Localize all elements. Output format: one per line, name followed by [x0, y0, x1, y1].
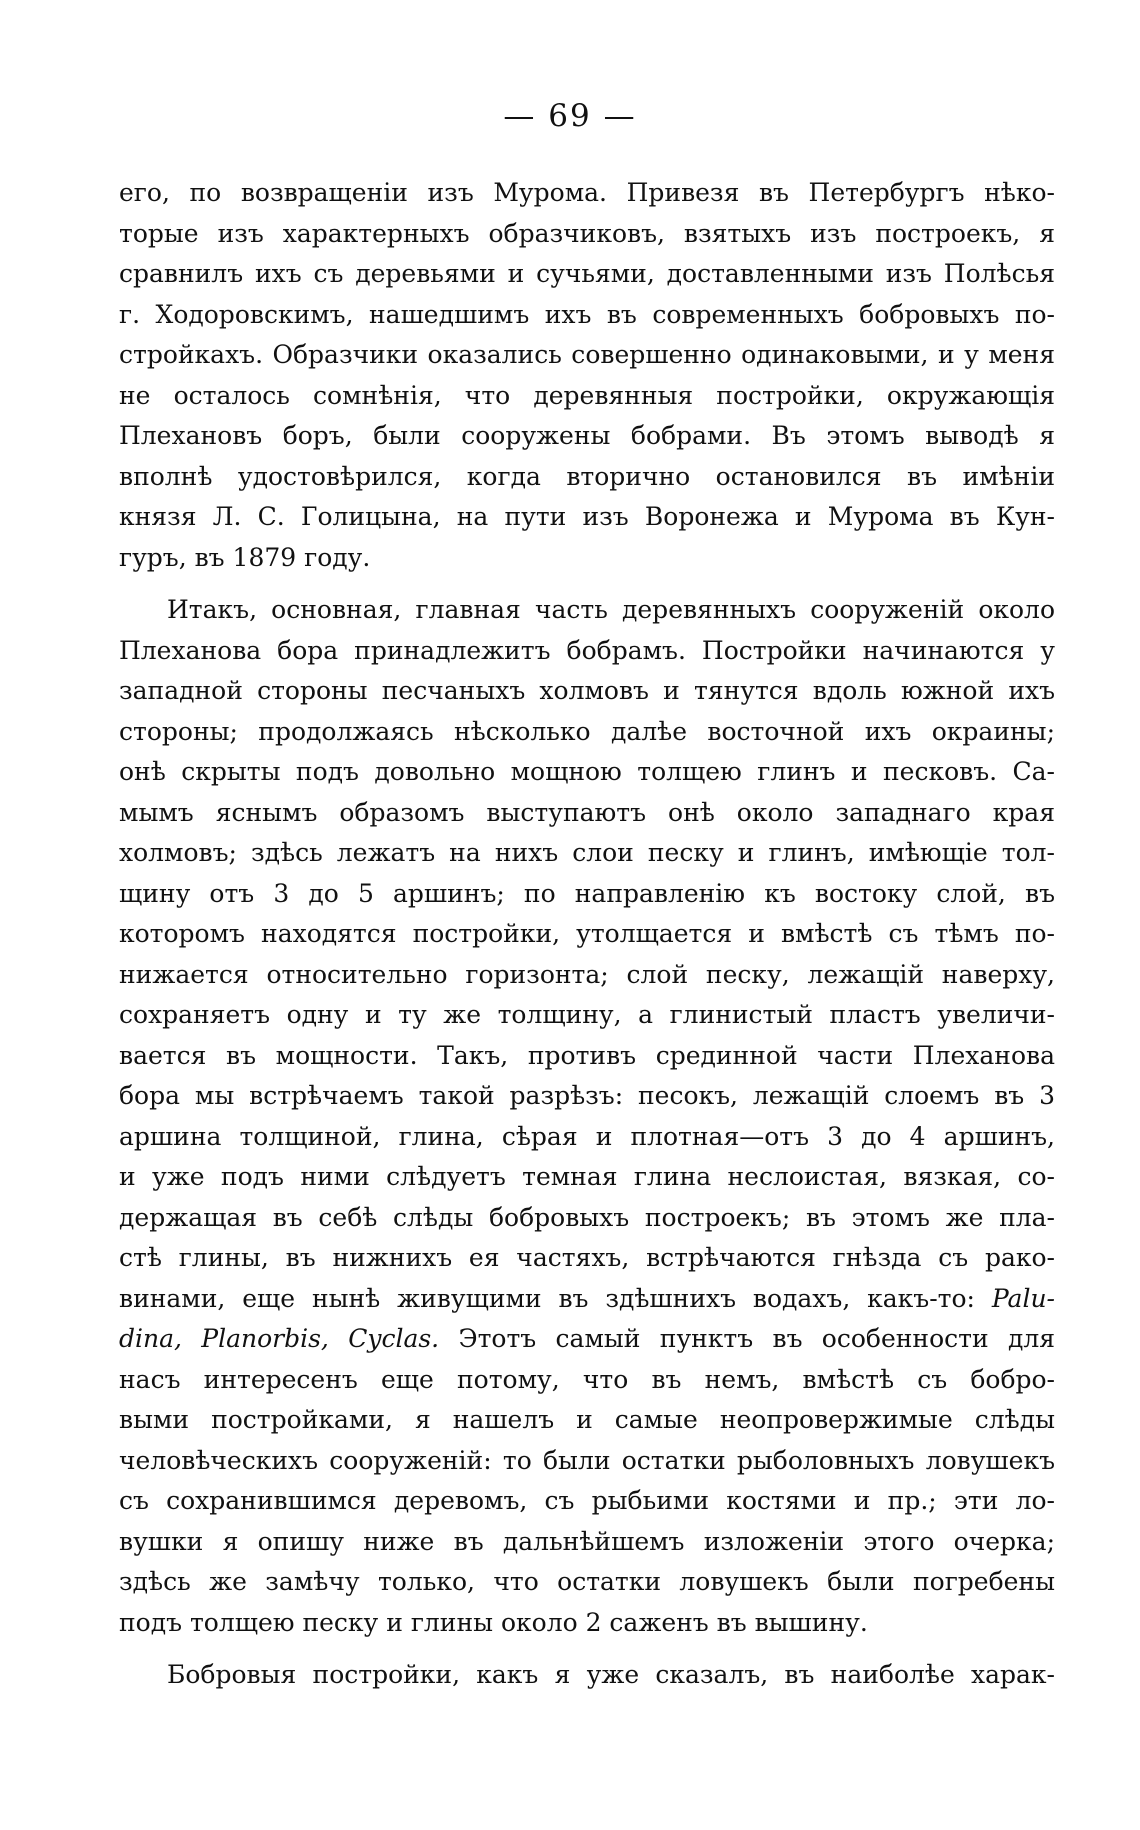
text-line: мымъ яснымъ образомъ выступаютъ онѣ около западнаго края — [119, 797, 1055, 827]
text-line: вается въ мощности. Такъ, противъ срединной части Плеханова — [119, 1040, 1055, 1070]
text-line: вушки я опишу ниже въ дальнѣйшемъ изложеніи этого очерка; — [119, 1526, 1055, 1556]
text-line: стороны; продолжаясь нѣсколько далѣе восточной ихъ окраины; — [119, 716, 1055, 746]
text-line: сохраняетъ одну и ту же толщину, а глинистый пластъ увеличи- — [119, 1000, 1055, 1029]
latin-term: Palu- — [991, 1283, 1055, 1313]
text-line: держащая въ себѣ слѣды бобровыхъ построекъ; въ этомъ же пла- — [119, 1202, 1055, 1232]
text-line: которомъ находятся постройки, утолщается и вмѣстѣ съ тѣмъ по- — [119, 919, 1055, 948]
text-line: Плеханова бора принадлежитъ бобрамъ. Постройки начинаются у — [119, 635, 1055, 665]
text-line: аршина толщиной, глина, сѣрая и плотная—отъ 3 до 4 аршинъ, — [119, 1121, 1055, 1151]
text-line: Плехановъ боръ, были сооружены бобрами. Въ этомъ выводѣ я — [119, 421, 1055, 450]
text-line: стройкахъ. Образчики оказались совершенно одинаковыми, и у меня — [119, 340, 1055, 369]
text-run: винами, еще нынѣ живущими въ здѣшнихъ водахъ, какъ-то: — [119, 1283, 975, 1313]
text-line: не осталось сомнѣнія, что деревянныя постройки, окружающія — [119, 380, 1055, 410]
page-number: — 69 — — [503, 98, 637, 134]
text-line: нижается относительно горизонта; слой песку, лежащій наверху, — [119, 959, 1055, 989]
body-text — [119, 173, 1055, 1696]
text-line: выми постройками, я нашелъ и самые неопровержимые слѣды — [119, 1405, 1055, 1434]
text-line: его, по возвращеніи изъ Мурома. Привезя въ Петербургъ нѣко- — [119, 178, 1055, 207]
text-line: онѣ скрыты подъ довольно мощною толщею глинъ и песковъ. Са- — [119, 757, 1055, 786]
text-line: съ сохранившимся деревомъ, съ рыбьими костями и пр.; эти ло- — [119, 1486, 1055, 1515]
text-line: стѣ глины, въ нижнихъ ея частяхъ, встрѣчаются гнѣзда съ рако- — [119, 1243, 1055, 1272]
text-run: Этотъ самый пунктъ въ особенности для — [458, 1324, 1055, 1353]
text-line: бора мы встрѣчаемъ такой разрѣзъ: песокъ, лежащій слоемъ въ 3 — [119, 1081, 1055, 1110]
text-line: подъ толщею песку и глины около 2 саженъ въ вышину. — [119, 1607, 868, 1637]
text-line: и уже подъ ними слѣдуетъ темная глина неслоистая, вязкая, со- — [119, 1162, 1055, 1191]
text-line-with-italic — [119, 1319, 1055, 1360]
text-line: здѣсь же замѣчу только, что остатки ловушекъ были погребены — [119, 1567, 1055, 1596]
text-line: холмовъ; здѣсь лежатъ на нихъ слои песку и глинъ, имѣющіе тол- — [119, 838, 1055, 867]
text-line: Бобровыя постройки, какъ я уже сказалъ, въ наиболѣе харак- — [167, 1660, 1055, 1689]
latin-terms: dina, Planorbis, Cyclas. — [119, 1324, 440, 1353]
text-line-with-italic — [119, 1279, 1055, 1320]
text-line: насъ интересенъ еще потому, что въ немъ, вмѣстѣ съ бобро- — [119, 1364, 1055, 1394]
text-line: гуръ, въ 1879 году. — [119, 542, 371, 572]
text-line: Итакъ, основная, главная часть деревянныхъ сооруженій около — [167, 595, 1055, 624]
text-line: человѣческихъ сооруженій: то были остатки рыболовныхъ ловушекъ — [119, 1445, 1055, 1475]
text-line: щину отъ 3 до 5 аршинъ; по направленію къ востоку слой, въ — [119, 878, 1055, 908]
text-line: торые изъ характерныхъ образчиковъ, взятыхъ изъ построекъ, я — [119, 218, 1055, 248]
paragraph-2 — [119, 590, 1055, 1643]
paragraph-3 — [119, 1655, 1055, 1696]
text-line: г. Ходоровскимъ, нашедшимъ ихъ въ современныхъ бобровыхъ по- — [119, 299, 1055, 329]
text-line: вполнѣ удостовѣрился, когда вторично остановился въ имѣніи — [119, 461, 1055, 491]
text-line: западной стороны песчаныхъ холмовъ и тянутся вдоль южной ихъ — [119, 676, 1055, 705]
paragraph-1 — [119, 173, 1055, 578]
text-line: сравнилъ ихъ съ деревьями и сучьями, доставленными изъ Полѣсья — [119, 259, 1055, 288]
text-line: князя Л. С. Голицына, на пути изъ Воронежа и Мурома въ Кун- — [119, 502, 1055, 531]
